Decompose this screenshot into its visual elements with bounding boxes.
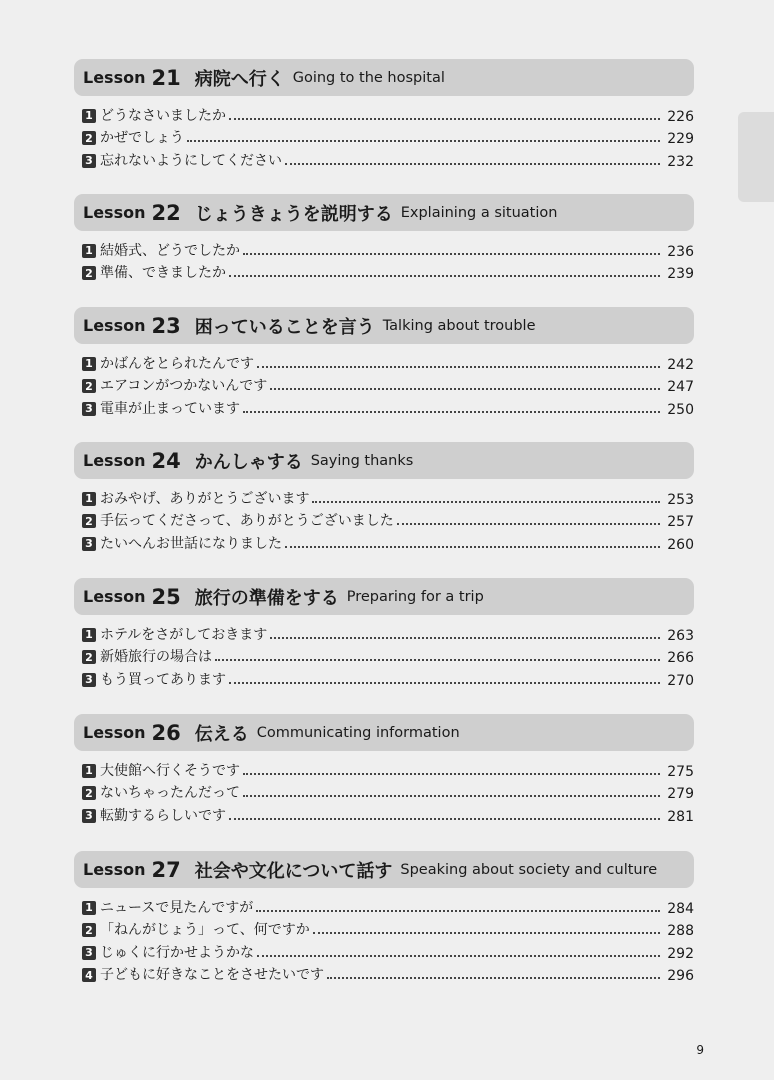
item-number-badge: 3: [82, 673, 96, 687]
lesson-header: [74, 59, 694, 96]
toc-entry[interactable]: [82, 531, 694, 554]
lesson-header: [74, 194, 694, 231]
lesson-title-jp: 社会や文化について話す: [194, 860, 393, 882]
lesson-header: [74, 307, 694, 344]
dot-leader: [243, 253, 660, 255]
lesson-title-jp: 伝える: [194, 723, 249, 745]
entry-page: 250: [667, 401, 694, 418]
entry-page: 226: [667, 108, 694, 125]
item-number-badge: 1: [82, 109, 96, 123]
item-number-badge: 4: [82, 968, 96, 982]
entry-page: 288: [667, 923, 694, 939]
toc-entry[interactable]: [82, 148, 694, 171]
item-number-badge: 1: [82, 357, 96, 371]
dot-leader: [229, 682, 660, 684]
lesson-title-en: Talking about trouble: [382, 317, 536, 334]
dot-leader: [327, 977, 660, 979]
lesson-title-en: Explaining a situation: [400, 204, 558, 221]
toc-entry[interactable]: [82, 781, 694, 804]
toc-entry[interactable]: [82, 351, 694, 374]
lesson-title-en: Communicating information: [256, 724, 460, 741]
lesson-word: Lesson: [83, 316, 146, 335]
entry-title: エアコンがつかないんです: [100, 378, 268, 394]
entry-title: 新婚旅行の場合は: [100, 649, 212, 665]
entry-page: 281: [667, 808, 694, 825]
dot-leader: [229, 275, 660, 277]
lesson-title-en: Speaking about society and culture: [400, 861, 658, 878]
item-number-badge: 1: [82, 628, 96, 642]
entry-title: 大使館へ行くそうです: [100, 762, 240, 779]
lesson-25: [74, 578, 694, 690]
entry-page: 247: [667, 379, 694, 395]
lesson-word: Lesson: [83, 860, 146, 879]
lesson-23: [74, 307, 694, 419]
lesson-title-jp: 困っていることを言う: [194, 316, 375, 338]
dot-leader: [243, 773, 660, 775]
item-number-badge: 3: [82, 537, 96, 551]
entry-page: 284: [667, 900, 694, 917]
item-number-badge: 1: [82, 764, 96, 778]
item-number-badge: 2: [82, 650, 96, 664]
lesson-number: 22: [151, 200, 181, 225]
entry-title: 子どもに好きなことをさせたいです: [100, 967, 324, 983]
item-number-badge: 1: [82, 492, 96, 506]
lesson-24: [74, 442, 694, 554]
entry-page: 292: [667, 945, 694, 962]
lesson-27: [74, 851, 694, 985]
dot-leader: [215, 659, 660, 661]
lesson-header: [74, 578, 694, 615]
entry-page: 296: [667, 968, 694, 984]
lesson-title-en: Saying thanks: [310, 452, 414, 469]
entry-page: 257: [667, 514, 694, 530]
dot-leader: [229, 818, 660, 820]
entry-title: 準備、できましたか: [100, 265, 226, 281]
entry-title: 「ねんがじょう」って、何ですか: [100, 922, 310, 938]
dot-leader: [397, 523, 660, 525]
dot-leader: [285, 546, 660, 548]
entry-page: 232: [667, 153, 694, 170]
toc-entry[interactable]: [82, 126, 694, 149]
toc-entry[interactable]: [82, 396, 694, 419]
lesson-title-jp: 病院へ行く: [194, 68, 285, 90]
entry-title: じゅくに行かせようかな: [100, 944, 254, 961]
dot-leader: [270, 637, 660, 639]
item-number-badge: 2: [82, 379, 96, 393]
toc-entry[interactable]: [82, 103, 694, 126]
entry-title: 忘れないようにしてください: [100, 152, 282, 169]
entry-title: ニュースで見たんですが: [100, 899, 254, 916]
item-number-badge: 2: [82, 514, 96, 528]
toc-entry[interactable]: [82, 895, 694, 918]
dot-leader: [257, 955, 660, 957]
entry-title: 手伝ってくださって、ありがとうございました: [100, 513, 394, 529]
lesson-number: 24: [151, 448, 181, 473]
lesson-number: 23: [151, 313, 181, 338]
lesson-21: [74, 59, 694, 171]
lesson-title-en: Going to the hospital: [292, 69, 445, 86]
entry-page: 239: [667, 266, 694, 282]
item-number-badge: 1: [82, 901, 96, 915]
toc-entry[interactable]: [82, 645, 694, 668]
entry-title: たいへんお世話になりました: [100, 535, 282, 552]
toc-entry[interactable]: [82, 509, 694, 532]
dot-leader: [243, 411, 660, 413]
entry-title: 転勤するらしいです: [100, 807, 226, 824]
lesson-title-jp: 旅行の準備をする: [194, 587, 339, 609]
lesson-26: [74, 714, 694, 826]
item-number-badge: 3: [82, 402, 96, 416]
lesson-word: Lesson: [83, 203, 146, 222]
lesson-title-en: Preparing for a trip: [346, 588, 484, 605]
toc-entry[interactable]: [82, 374, 694, 397]
dot-leader: [313, 932, 660, 934]
entry-title: ホテルをさがしておきます: [100, 626, 268, 643]
lesson-word: Lesson: [83, 451, 146, 470]
toc-entry[interactable]: [82, 918, 694, 941]
dot-leader: [187, 140, 660, 142]
entry-page: 279: [667, 786, 694, 802]
entry-title: 結婚式、どうでしたか: [100, 242, 240, 259]
item-number-badge: 2: [82, 266, 96, 280]
entry-page: 236: [667, 243, 694, 260]
entry-title: かばんをとられたんです: [100, 355, 254, 372]
lesson-number: 25: [151, 584, 181, 609]
lesson-title-jp: じょうきょうを説明する: [194, 203, 393, 225]
dot-leader: [270, 388, 660, 390]
entry-title: もう買ってあります: [100, 671, 226, 688]
item-number-badge: 2: [82, 923, 96, 937]
entry-title: どうなさいましたか: [100, 107, 226, 124]
entry-title: かぜでしょう: [100, 130, 184, 146]
toc-entry[interactable]: [82, 486, 694, 509]
lesson-word: Lesson: [83, 723, 146, 742]
lesson-header: [74, 714, 694, 751]
lesson-header: [74, 442, 694, 479]
item-number-badge: 1: [82, 244, 96, 258]
toc-entry[interactable]: [82, 940, 694, 963]
entry-page: 275: [667, 763, 694, 780]
entry-title: 電車が止まっています: [100, 400, 240, 417]
lesson-word: Lesson: [83, 587, 146, 606]
dot-leader: [257, 366, 660, 368]
dot-leader: [229, 118, 660, 120]
toc-entry[interactable]: [82, 758, 694, 781]
entry-page: 229: [667, 131, 694, 147]
dot-leader: [285, 163, 660, 165]
entry-title: おみやげ、ありがとうございます: [100, 490, 310, 507]
lesson-header: [74, 851, 694, 888]
dot-leader: [312, 501, 660, 503]
dot-leader: [256, 910, 660, 912]
entry-page: 266: [667, 650, 694, 666]
item-number-badge: 2: [82, 786, 96, 800]
item-number-badge: 3: [82, 154, 96, 168]
lesson-number: 21: [151, 65, 181, 90]
item-number-badge: 3: [82, 809, 96, 823]
toc-entry[interactable]: [82, 261, 694, 284]
lesson-22: [74, 194, 694, 283]
page-number: 9: [696, 1043, 704, 1057]
entry-title: ないちゃったんだって: [100, 785, 240, 801]
entry-page: 242: [667, 356, 694, 373]
lesson-number: 26: [151, 720, 181, 745]
lesson-word: Lesson: [83, 68, 146, 87]
toc-entry[interactable]: [82, 238, 694, 261]
entry-page: 263: [667, 627, 694, 644]
toc-entry[interactable]: [82, 963, 694, 986]
entry-page: 270: [667, 672, 694, 689]
toc-entry[interactable]: [82, 667, 694, 690]
lesson-title-jp: かんしゃする: [194, 451, 303, 473]
lesson-number: 27: [151, 857, 181, 882]
entry-page: 253: [667, 491, 694, 508]
toc-entry[interactable]: [82, 803, 694, 826]
entry-page: 260: [667, 536, 694, 553]
toc-entry[interactable]: [82, 622, 694, 645]
dot-leader: [243, 795, 660, 797]
item-number-badge: 2: [82, 131, 96, 145]
item-number-badge: 3: [82, 946, 96, 960]
